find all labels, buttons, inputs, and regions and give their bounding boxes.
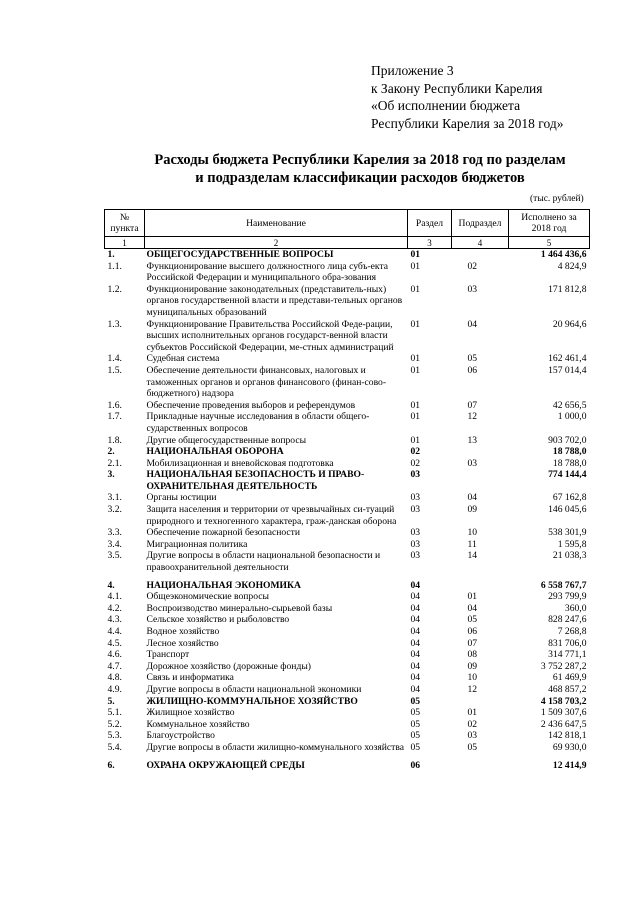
cell-podrazdel: 14 xyxy=(467,550,478,562)
table-row xyxy=(105,527,590,539)
unit-label: (тыс. рублей) xyxy=(530,194,584,204)
cell-razdel: 01 xyxy=(410,260,421,272)
cell-num: 1.3. xyxy=(107,318,122,330)
index-cell: 3 xyxy=(408,237,452,249)
cell-name: Защита населения и территории от чрезвычайных си-туаций природного и техногенного характера, граж-данская оборона xyxy=(146,504,397,527)
cell-name: НАЦИОНАЛЬНАЯ БЕЗОПАСНОСТЬ И ПРАВО-ОХРАНИТЕЛЬНАЯ ДЕЯТЕЛЬНОСТЬ xyxy=(146,469,365,492)
cell-num: 1.7. xyxy=(107,411,122,423)
cell-name: Другие вопросы в области национальной безопасности и правоохранительной деятельности xyxy=(146,550,381,574)
table-row xyxy=(105,550,590,573)
table-row xyxy=(105,614,590,626)
cell-razdel: 04 xyxy=(410,602,421,614)
cell-podrazdel: 07 xyxy=(467,637,478,649)
cell-num: 1.1. xyxy=(107,260,122,272)
cell-value: 171 812,8 xyxy=(548,283,587,295)
index-cell: 5 xyxy=(509,237,590,249)
cell-podrazdel: 04 xyxy=(467,318,478,330)
cell-num: 5. xyxy=(107,695,115,707)
table-index-row xyxy=(105,237,590,249)
cell-name: Жилищное хозяйство xyxy=(146,707,235,719)
cell-value: 20 964,6 xyxy=(552,318,587,330)
cell-value: 6 558 767,7 xyxy=(540,579,587,591)
table-header-row xyxy=(105,210,590,237)
appendix-note xyxy=(371,62,563,132)
cell-podrazdel: 09 xyxy=(467,504,478,516)
cell-podrazdel: 07 xyxy=(467,399,478,411)
cell-num: 3.2. xyxy=(107,504,122,516)
cell-razdel: 05 xyxy=(410,707,421,719)
cell-name: Воспроизводство минерально-сырьевой базы xyxy=(146,602,333,614)
cell-podrazdel xyxy=(452,469,509,492)
cell-name: ОБЩЕГОСУДАРСТВЕННЫЕ ВОПРОСЫ xyxy=(146,249,334,260)
cell-num: 1.2. xyxy=(107,283,122,295)
cell-razdel: 01 xyxy=(410,249,421,260)
section-row xyxy=(105,249,590,261)
cell-num: 1.6. xyxy=(107,399,122,411)
cell-name: Обеспечение проведения выборов и референдумов xyxy=(146,399,356,411)
cell-podrazdel: 05 xyxy=(467,614,478,626)
cell-value: 831 706,0 xyxy=(548,637,587,649)
cell-value: 12 414,9 xyxy=(552,759,587,771)
table-row xyxy=(105,319,590,354)
cell-value: 2 436 647,5 xyxy=(540,718,587,730)
cell-podrazdel: 13 xyxy=(467,434,478,446)
header-value: Исполнено за 2018 год xyxy=(509,210,590,237)
cell-num: 1. xyxy=(107,249,115,260)
title-line-2: и подразделам классификации расходов бюджетов xyxy=(195,170,525,186)
cell-name: Другие вопросы в области жилищно-коммунального хозяйства xyxy=(146,741,405,753)
cell-razdel: 03 xyxy=(410,538,421,550)
cell-name: НАЦИОНАЛЬНАЯ ОБОРОНА xyxy=(146,446,284,458)
cell-name: НАЦИОНАЛЬНАЯ ЭКОНОМИКА xyxy=(146,579,301,591)
cell-value: 314 771,1 xyxy=(548,649,587,661)
cell-num: 2.1. xyxy=(107,457,122,469)
cell-num: 4.4. xyxy=(107,626,122,637)
header-razdel: Раздел xyxy=(408,210,452,237)
section-row xyxy=(105,574,590,592)
cell-name: Лесное хозяйство xyxy=(146,637,219,649)
cell-value: 1 000,0 xyxy=(557,411,587,423)
cell-podrazdel: 12 xyxy=(467,411,478,423)
cell-name: Связь и информатика xyxy=(146,672,234,684)
index-cell: 2 xyxy=(145,237,408,249)
cell-value: 162 461,4 xyxy=(548,353,587,365)
cell-value: 774 144,4 xyxy=(548,469,587,481)
cell-value: 538 301,9 xyxy=(548,527,587,539)
cell-razdel: 01 xyxy=(410,411,421,423)
table-row xyxy=(105,626,590,638)
cell-razdel: 03 xyxy=(410,492,421,504)
cell-value: 157 014,4 xyxy=(548,364,587,376)
cell-value: 21 038,3 xyxy=(552,550,587,562)
cell-podrazdel: 05 xyxy=(467,353,478,365)
cell-podrazdel xyxy=(452,446,509,458)
cell-razdel: 04 xyxy=(410,579,421,591)
cell-value: 468 857,2 xyxy=(548,683,587,695)
header-num: № пункта xyxy=(105,210,145,237)
cell-num: 4.3. xyxy=(107,614,122,626)
cell-name: Органы юстиции xyxy=(146,492,217,504)
cell-razdel: 03 xyxy=(410,550,421,562)
cell-num: 5.2. xyxy=(107,718,122,730)
cell-num: 3.4. xyxy=(107,538,122,550)
cell-razdel: 06 xyxy=(410,759,421,771)
cell-podrazdel: 10 xyxy=(467,527,478,539)
table-row xyxy=(105,492,590,504)
cell-podrazdel: 06 xyxy=(467,626,478,637)
cell-name: Мобилизационная и вневойсковая подготовка xyxy=(146,457,334,469)
table-row xyxy=(105,742,590,754)
cell-name: Функционирование высшего должностного лица субъ-екта Российской Федерации и муниципального обра-зования xyxy=(146,260,389,284)
cell-num: 1.8. xyxy=(107,434,122,446)
cell-name: Другие вопросы в области национальной экономики xyxy=(146,683,362,695)
cell-razdel: 01 xyxy=(410,434,421,446)
section-row xyxy=(105,696,590,708)
cell-razdel: 04 xyxy=(410,672,421,684)
cell-razdel: 03 xyxy=(410,504,421,516)
document-title xyxy=(110,151,610,187)
cell-value: 67 162,8 xyxy=(552,492,587,504)
cell-podrazdel: 02 xyxy=(467,260,478,272)
cell-name: Другие общегосударственные вопросы xyxy=(146,434,307,446)
cell-razdel: 04 xyxy=(410,591,421,603)
cell-value: 69 930,0 xyxy=(552,741,587,753)
cell-value: 42 656,5 xyxy=(552,399,587,411)
cell-podrazdel xyxy=(452,754,509,772)
cell-name: ЖИЛИЩНО-КОММУНАЛЬНОЕ ХОЗЯЙСТВО xyxy=(146,695,358,707)
cell-value: 4 824,9 xyxy=(557,260,587,272)
cell-num: 1.5. xyxy=(107,364,122,376)
appendix-line-1: Приложение 3 xyxy=(371,63,454,78)
cell-razdel: 04 xyxy=(410,683,421,695)
cell-num: 3.1. xyxy=(107,492,122,504)
cell-name: Обеспечение деятельности финансовых, налоговых и таможенных органов и органов финансового (финан-сово-бюджетного) надзора xyxy=(146,364,387,400)
cell-num: 1.4. xyxy=(107,353,122,365)
cell-podrazdel: 09 xyxy=(467,660,478,672)
cell-num: 4.8. xyxy=(107,672,122,684)
cell-razdel: 04 xyxy=(410,649,421,661)
table-row xyxy=(105,458,590,470)
cell-value: 360,0 xyxy=(564,602,587,614)
cell-podrazdel xyxy=(452,574,509,592)
cell-name: Функционирование законодательных (представитель-ных) органов государственной власти и представи-тельных органов муниципальных образований xyxy=(146,283,403,318)
cell-razdel: 01 xyxy=(410,318,421,330)
cell-razdel: 04 xyxy=(410,614,421,626)
cell-razdel: 01 xyxy=(410,399,421,411)
appendix-line-4: Республики Карелия за 2018 год» xyxy=(371,115,564,131)
cell-value: 1 464 436,6 xyxy=(540,249,587,260)
cell-num: 4.5. xyxy=(107,637,122,649)
table-row xyxy=(105,649,590,661)
cell-num: 4. xyxy=(107,579,115,591)
cell-razdel: 04 xyxy=(410,637,421,649)
cell-razdel: 05 xyxy=(410,695,421,707)
cell-num: 4.6. xyxy=(107,649,122,661)
cell-value: 142 818,1 xyxy=(548,730,587,742)
cell-name: Дорожное хозяйство (дорожные фонды) xyxy=(146,660,311,672)
cell-podrazdel: 02 xyxy=(467,718,478,730)
table-row xyxy=(105,591,590,603)
table-row xyxy=(105,435,590,447)
table-body xyxy=(105,249,590,772)
cell-razdel: 02 xyxy=(410,457,421,469)
cell-name: Сельское хозяйство и рыболовство xyxy=(146,614,290,626)
cell-podrazdel: 11 xyxy=(467,538,477,550)
header-name: Наименование xyxy=(145,210,408,237)
section-row xyxy=(105,754,590,772)
cell-name: Транспорт xyxy=(146,649,190,661)
cell-razdel: 04 xyxy=(410,660,421,672)
cell-num: 3.5. xyxy=(107,550,122,562)
cell-num: 4.7. xyxy=(107,660,122,672)
cell-razdel: 04 xyxy=(410,626,421,637)
table-row xyxy=(105,261,590,284)
cell-value: 293 799,9 xyxy=(548,591,587,603)
cell-value: 18 788,0 xyxy=(552,446,587,458)
table-row xyxy=(105,284,590,319)
cell-num: 3. xyxy=(107,469,115,481)
cell-num: 2. xyxy=(107,446,115,458)
cell-value: 1 595,8 xyxy=(557,538,587,550)
cell-num: 5.3. xyxy=(107,730,122,742)
index-cell: 1 xyxy=(105,237,145,249)
cell-num: 4.9. xyxy=(107,683,122,695)
table-row xyxy=(105,400,590,412)
table-row xyxy=(105,365,590,400)
table-row xyxy=(105,684,590,696)
cell-name: Судебная система xyxy=(146,353,220,365)
section-row xyxy=(105,469,590,492)
cell-razdel: 03 xyxy=(410,469,421,481)
cell-value: 1 509 307,6 xyxy=(540,707,587,719)
table-row xyxy=(105,539,590,551)
table-row xyxy=(105,661,590,673)
cell-podrazdel xyxy=(452,696,509,708)
cell-name: Благоустройство xyxy=(146,730,215,742)
table-row xyxy=(105,730,590,742)
table-row xyxy=(105,672,590,684)
table-row xyxy=(105,603,590,615)
cell-podrazdel: 04 xyxy=(467,602,478,614)
cell-podrazdel: 01 xyxy=(467,707,478,719)
table-row xyxy=(105,353,590,365)
cell-razdel: 05 xyxy=(410,730,421,742)
cell-value: 4 158 703,2 xyxy=(540,695,587,707)
cell-name: Миграционная политика xyxy=(146,538,248,550)
table-row xyxy=(105,638,590,650)
cell-value: 903 702,0 xyxy=(548,434,587,446)
cell-name: Функционирование Правительства Российской Феде-рации, высших исполнительных органов государст-венной власти субъектов Российской Федерации, ме-стных администраций xyxy=(146,318,394,353)
cell-podrazdel: 05 xyxy=(467,741,478,753)
cell-value: 3 752 287,2 xyxy=(540,660,587,672)
cell-name: Водное хозяйство xyxy=(146,626,220,637)
section-row xyxy=(105,446,590,458)
title-line-1: Расходы бюджета Республики Карелия за 2018 год по разделам xyxy=(154,152,566,168)
cell-podrazdel: 03 xyxy=(467,730,478,742)
cell-name: ОХРАНА ОКРУЖАЮЩЕЙ СРЕДЫ xyxy=(146,759,305,771)
cell-podrazdel: 03 xyxy=(467,283,478,295)
appendix-line-3: «Об исполнении бюджета xyxy=(371,98,521,113)
cell-razdel: 01 xyxy=(410,364,421,376)
cell-podrazdel: 04 xyxy=(467,492,478,504)
cell-podrazdel: 01 xyxy=(467,591,478,603)
cell-num: 5.4. xyxy=(107,741,122,753)
index-cell: 4 xyxy=(452,237,509,249)
header-podrazdel: Подраздел xyxy=(452,210,509,237)
expenditure-table xyxy=(104,209,590,771)
table-row xyxy=(105,707,590,719)
cell-podrazdel xyxy=(452,249,509,261)
cell-razdel: 05 xyxy=(410,741,421,753)
cell-value: 18 788,0 xyxy=(552,457,587,469)
cell-name: Общеэкономические вопросы xyxy=(146,591,269,603)
table-row xyxy=(105,411,590,434)
cell-num: 4.1. xyxy=(107,591,122,603)
table-row xyxy=(105,719,590,731)
cell-razdel: 05 xyxy=(410,718,421,730)
cell-value: 61 469,9 xyxy=(552,672,587,684)
cell-podrazdel: 10 xyxy=(467,672,478,684)
cell-razdel: 03 xyxy=(410,527,421,539)
cell-podrazdel: 03 xyxy=(467,457,478,469)
cell-num: 4.2. xyxy=(107,602,122,614)
cell-razdel: 01 xyxy=(410,353,421,365)
cell-num: 3.3. xyxy=(107,527,122,539)
cell-name: Коммунальное хозяйство xyxy=(146,718,250,730)
appendix-line-2: к Закону Республики Карелия xyxy=(371,80,543,96)
cell-num: 5.1. xyxy=(107,707,122,719)
table-row xyxy=(105,504,590,527)
cell-razdel: 01 xyxy=(410,283,421,295)
cell-num: 6. xyxy=(107,759,115,771)
cell-value: 7 268,8 xyxy=(557,626,587,637)
cell-value: 828 247,6 xyxy=(548,614,587,626)
cell-razdel: 02 xyxy=(410,446,421,458)
cell-podrazdel: 12 xyxy=(467,683,478,695)
cell-podrazdel: 06 xyxy=(467,364,478,376)
cell-podrazdel: 08 xyxy=(467,649,478,661)
cell-value: 146 045,6 xyxy=(548,504,587,516)
cell-name: Прикладные научные исследования в области общего-сударственных вопросов xyxy=(146,411,370,434)
cell-name: Обеспечение пожарной безопасности xyxy=(146,527,301,539)
